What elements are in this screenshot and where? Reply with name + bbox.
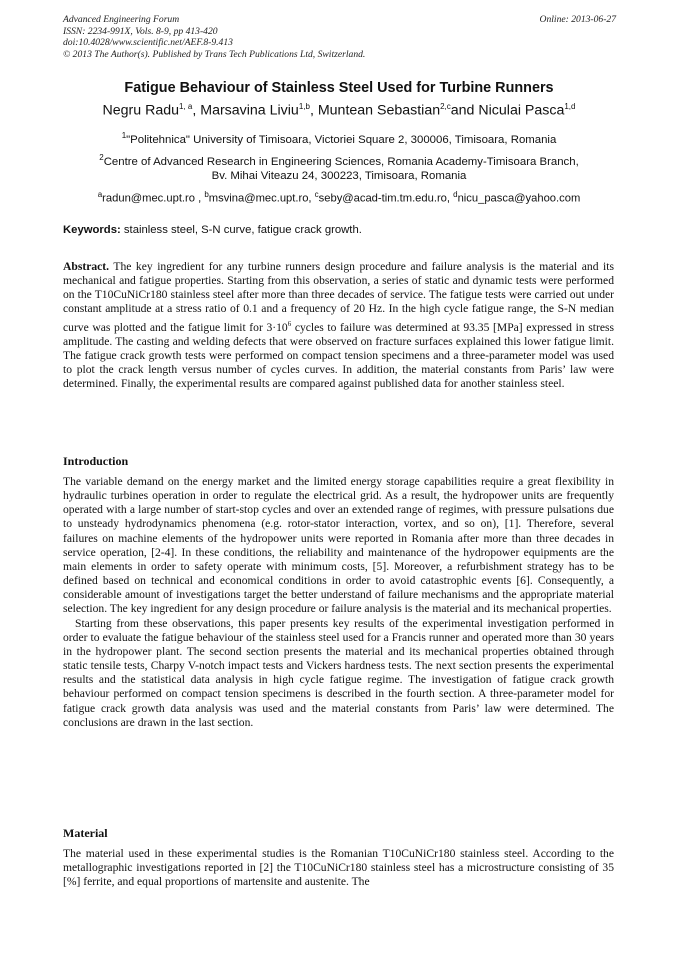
journal-doi: doi:10.4028/www.scientific.net/AEF.8-9.413 — [63, 37, 233, 49]
introduction-body — [63, 475, 614, 730]
material-heading: Material — [63, 826, 108, 840]
email-address: nicu_pasca@yahoo.com — [457, 192, 581, 205]
author-separator: , — [309, 102, 318, 119]
abstract-text: cycles to failure was determined at 93.35 [MPa] expressed in stress amplitude. The casting and welding defects that were observed on fracture surfaces explained this lower fatigue limit. The fatigue crack growth tests were performed on compact tension specimens and a three-parameter model was used to plot the crack length versus number of cycles curves. In addition, the material constants from Paris’ law were determined. Finally, the experimental results are compared against published data for another stainless steel. — [63, 320, 614, 391]
author-separator: , — [192, 102, 201, 119]
online-date: Online: 2013-06-27 — [539, 14, 616, 25]
author-and: and — [450, 102, 479, 119]
abstract-label: Abstract. — [63, 260, 110, 273]
author-affiliation: 1,b — [298, 102, 310, 111]
email-marker: c — [314, 190, 319, 199]
author-affiliation: 2,c — [440, 102, 451, 111]
journal-name: Advanced Engineering Forum — [63, 14, 180, 25]
email-address: msvina@mec.upt.ro, — [208, 192, 315, 205]
email-marker: a — [97, 190, 103, 199]
keywords-text: stainless steel, S-N curve, fatigue crack growth. — [120, 224, 362, 236]
affiliation-text: Centre of Advanced Research in Engineering Sciences, Romania Academy-Timisoara Branch, — [103, 155, 579, 168]
keywords — [63, 224, 362, 236]
abstract — [63, 260, 614, 391]
introduction-heading: Introduction — [63, 454, 129, 468]
abstract-text: The key ingredient for any turbine runners design procedure and failure analysis is the material and its mechanical and fatigue properties. Starting from this observation, a series of static and dynamic tests were performed on the T10CuNiCr180 stainless steel after more than three decades of service. The fatigue tests were carried out under constant amplitude at a stress ratio of 0.1 and a frequency of 20 Hz. In the high cycle fatigue range, the S-N median curve was plotted and the fatigue limit for 3·10 — [63, 260, 614, 334]
email-marker: b — [204, 190, 209, 199]
journal-issn: ISSN: 2234-991X, Vols. 8-9, pp 413-420 — [63, 25, 218, 37]
copyright-notice: © 2013 The Author(s). Published by Trans Tech Publications Ltd, Switzerland. — [63, 48, 366, 60]
affiliation-number: 2 — [99, 153, 104, 162]
affiliation-2 — [0, 151, 678, 183]
email-address: seby@acad-tim.tm.edu.ro, — [318, 192, 454, 205]
keywords-label: Keywords: — [63, 224, 121, 236]
paper-title: Fatigue Behaviour of Stainless Steel Used for Turbine Runners — [124, 80, 554, 96]
author-affiliation: 1,d — [564, 102, 576, 111]
paragraph: Starting from these observations, this paper presents key results of the experimental investigation performed in order to evaluate the fatigue behaviour of the stainless steel used for a Francis runner and operated more than 30 years in the hydropower plant. The second section presents the material and its mechanical properties obtained through static tensile tests, Charpy V-notch impact tests and Vickers hardness tests. The next section presents the experimental results and the statistical data analysis in high cycle fatigue regime. The investigation of fatigue crack growth behaviour performed on compact tension specimens is described in the fourth section. A three-parameter model for fatigue crack growth data analysis was used and the material constants from Paris’ law were determined. The conclusions are drawn in the last section. — [63, 616, 614, 729]
affiliation-number: 1 — [121, 131, 127, 140]
author-name: Marsavina Liviu — [200, 102, 299, 119]
abstract-exponent: 6 — [287, 319, 292, 328]
paragraph: The material used in these experimental studies is the Romanian T10CuNiCr180 stainless steel. According to the metallographic investigations reported in [2] the T10CuNiCr180 stainless steel has a microstructure consisting of 35 [%] ferrite, and equal proportions of martensite and austenite. The — [63, 847, 614, 889]
author-name: Niculai Pasca — [478, 102, 565, 119]
paragraph: The variable demand on the energy market and the limited energy storage capabilities require a great flexibility in hydraulic turbines operation in order to regulate the electrical grid. As a result, the hydropower units are frequently operated with a large number of start-stop cycles and over an extended range of regimes, with pressure pulsations due to unsteady hydrodynamics phenomena (e.g. rotor-stator interaction, vortex, and so on), [1]. Therefore, several failures on machine elements of the hydropower units were reported in Romania after more than three decades in service operation, [2-4]. In these conditions, the reliability and maintenance of the hydropower equipments are the main elements in order to safety operate with minimum costs, [5]. Moreover, a refurbishment strategy has to be defined based on technical and economical conditions in order to avoid catastrophic events [6]. Consequently, a considerable amount of investigations target the better understand of failure mechanisms and the appropriate material selection. The key ingredient for any design procedure or failure analysis is the material and its mechanical properties. — [63, 475, 614, 616]
affiliation-address: Bv. Mihai Viteazu 24, 300223, Timisoara, Romania — [211, 169, 467, 182]
author-name: Muntean Sebastian — [317, 102, 441, 119]
email-marker: d — [453, 190, 458, 199]
author-emails — [0, 190, 678, 205]
journal-header — [63, 14, 365, 60]
author-list — [0, 102, 678, 119]
author-name: Negru Radu — [102, 102, 180, 119]
email-address: radun@mec.upt.ro , — [102, 192, 205, 205]
material-body — [63, 847, 614, 889]
author-affiliation: 1, a — [179, 102, 193, 111]
affiliation-1 — [0, 129, 678, 147]
affiliation-text: "Politehnica" University of Timisoara, Victoriei Square 2, 300006, Timisoara, Romania — [126, 133, 557, 146]
